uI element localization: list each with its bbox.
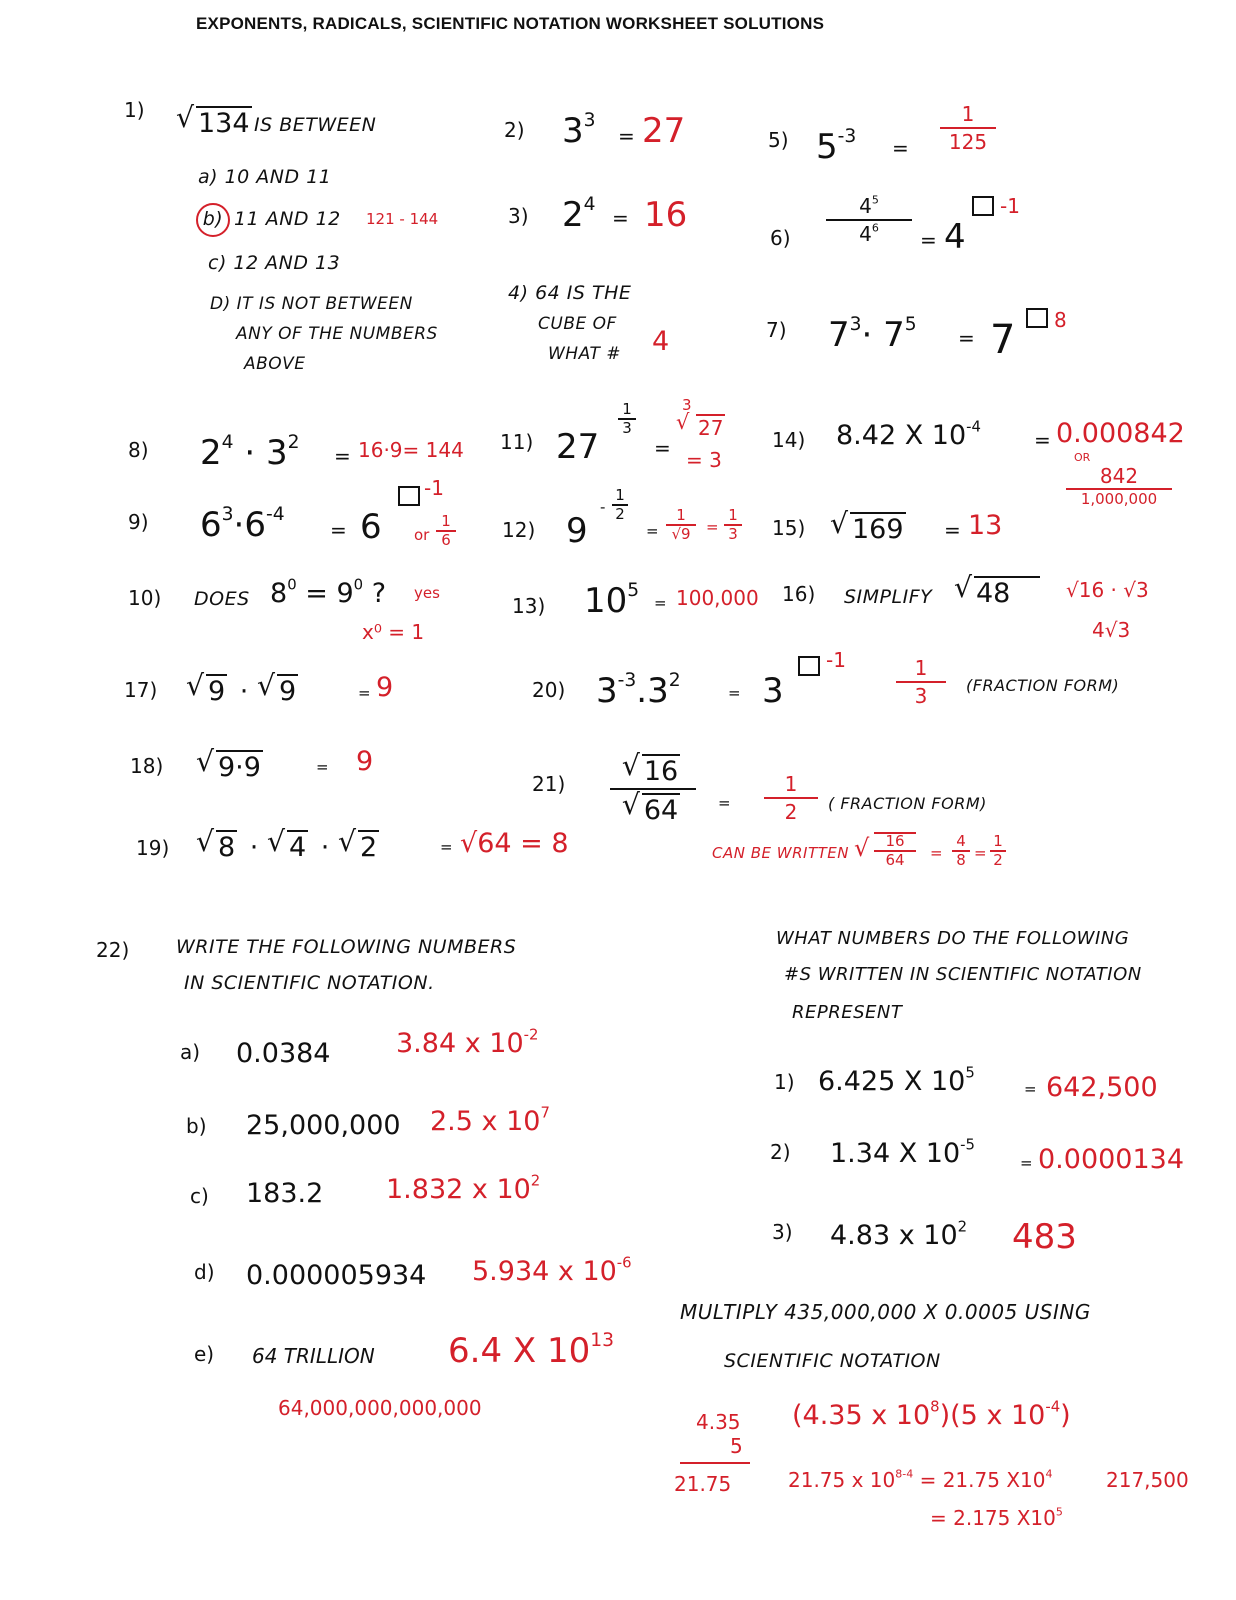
problem-1-option-d-line2: ANY OF THE NUMBERS: [236, 324, 438, 344]
problem-10-question: DOES: [194, 588, 250, 610]
multiply-step-1-b-exponent: -4: [1045, 1397, 1061, 1416]
problem-12-step: [666, 508, 696, 542]
problem-9-base-2: 6: [244, 505, 266, 545]
problem-6-numerator-exponent: 5: [871, 193, 879, 207]
problem-20-fraction-denominator: 3: [914, 684, 928, 708]
multiply-work-factor-1: 4.35: [696, 1410, 741, 1434]
problem-14-exponent: -4: [966, 417, 981, 436]
problem-2-exponent: 3: [583, 110, 596, 132]
problem-8-answer: 16·9= 144: [358, 438, 464, 462]
problem-15-radical: [830, 512, 910, 543]
problem-22e-answer: [448, 1330, 615, 1371]
problem-12-equals-2: =: [706, 518, 719, 536]
problem-12-equals: =: [646, 522, 659, 540]
problem-11-radical: [676, 414, 729, 438]
problem-21-answer: [764, 774, 818, 822]
problem-2-equals: =: [618, 124, 635, 148]
problem-13-exponent: 5: [627, 580, 640, 602]
problem-22e-coefficient: 6.4 X 10: [448, 1331, 591, 1371]
problem-19-radicand-3: 2: [359, 832, 378, 863]
represent-2-equals: =: [1020, 1154, 1033, 1172]
problem-17-expression: [186, 674, 302, 705]
problem-6-rhs: 4: [944, 217, 966, 257]
problem-16-radical: [954, 576, 1044, 607]
problem-11-base: 27: [556, 427, 600, 467]
problem-14-equals: =: [1034, 428, 1051, 452]
problem-7-number: 7): [766, 318, 787, 342]
problem-19-answer: √64 = 8: [460, 828, 569, 859]
problem-5-base: 5: [816, 127, 838, 167]
problem-22-instruction-line1: WRITE THE FOLLOWING NUMBERS: [176, 936, 517, 958]
problem-6-numerator-base: 4: [859, 194, 872, 218]
problem-1-option-c: c) 12 AND 13: [208, 252, 341, 274]
problem-3-expression: [562, 194, 596, 235]
problem-22-number: 22): [96, 938, 130, 962]
problem-7-exponent-1: 3: [849, 314, 862, 336]
problem-22e-question: 64 TRILLION: [252, 1344, 375, 1368]
problem-6-denominator-base: 4: [859, 222, 872, 246]
problem-1-radical: [176, 106, 256, 137]
problem-12-step-numerator: 1: [676, 506, 686, 524]
problem-21-fraction: [610, 754, 696, 824]
problem-12-answer-denominator: 3: [728, 525, 738, 543]
problem-22b-coefficient: 2.5 x 10: [430, 1106, 541, 1137]
problem-21-simplified-denominator: 8: [956, 851, 966, 869]
problem-22b-label: b): [186, 1114, 207, 1138]
problem-1-option-b-text: 11 AND 12: [234, 208, 341, 230]
problem-22a-exponent: -2: [523, 1025, 539, 1044]
problem-20-exponent-2: 2: [668, 670, 681, 692]
multiply-step-1-a: (4.35 x 10: [792, 1400, 931, 1431]
problem-2-answer: 27: [642, 111, 686, 151]
problem-17-dot: ·: [239, 676, 249, 707]
multiply-step-2-b: = 21.75 X10: [919, 1468, 1046, 1492]
problem-15-number: 15): [772, 516, 806, 540]
problem-1-option-a: a) 10 AND 11: [198, 166, 332, 188]
problem-10-equals: =: [305, 578, 328, 609]
problem-8-equals: =: [334, 444, 351, 468]
problem-21-alt-numerator: 16: [885, 832, 905, 850]
problem-6-equals: =: [920, 228, 937, 252]
problem-13-number: 13): [512, 594, 546, 618]
problem-20-number: 20): [532, 678, 566, 702]
problem-18-radical: [196, 750, 267, 781]
problem-3-exponent: 4: [583, 194, 596, 216]
problem-11-exponent-denominator: 3: [622, 419, 632, 437]
multiply-instruction-line2: SCIENTIFIC NOTATION: [724, 1350, 941, 1372]
problem-19-equals: =: [440, 838, 453, 856]
problem-21-final-denominator: 2: [993, 851, 1003, 869]
problem-1-option-d-line1: D) IT IS NOT BETWEEN: [210, 294, 413, 314]
problem-18-radicand: 9·9: [218, 752, 261, 783]
represent-1-answer: 642,500: [1046, 1072, 1158, 1103]
problem-1-option-b: [196, 203, 341, 237]
problem-17-equals: =: [358, 684, 371, 702]
problem-22d-coefficient: 5.934 x 10: [472, 1256, 617, 1287]
problem-22-instruction-line2: IN SCIENTIFIC NOTATION.: [184, 972, 435, 994]
problem-18-equals: =: [316, 758, 329, 776]
problem-11-radicand: 27: [698, 416, 724, 440]
problem-22e-note: 64,000,000,000,000: [278, 1396, 482, 1420]
problem-9-exponent-1: 3: [221, 504, 234, 526]
problem-7-answer: 8: [1054, 308, 1067, 332]
problem-4-answer: 4: [652, 326, 670, 357]
multiply-step-1-a-exponent: 8: [930, 1397, 940, 1416]
problem-21-final: [990, 834, 1006, 868]
multiply-work-factor-2: 5: [730, 1434, 743, 1458]
represent-1-equals: =: [1024, 1080, 1037, 1098]
problem-19-dot-2: ·: [320, 832, 330, 863]
problem-16-step: √16 · √3: [1066, 578, 1149, 602]
problem-4-line2: CUBE OF: [538, 314, 617, 334]
multiply-work-line: [680, 1462, 750, 1464]
problem-21-numerator: 16: [643, 756, 679, 787]
problem-17-radicand-2: 9: [278, 676, 297, 707]
problem-21-answer-denominator: 2: [784, 800, 798, 824]
problem-7-base-1: 7: [828, 315, 850, 355]
represent-1-exponent: 5: [965, 1063, 975, 1082]
problem-15-equals: =: [944, 518, 961, 542]
problem-20-rhs: 3: [762, 671, 784, 711]
problem-22c-question: 183.2: [246, 1178, 324, 1209]
problem-4-line3: WHAT #: [548, 344, 622, 364]
problem-19-number: 19): [136, 836, 170, 860]
problem-21-alt-fraction: [874, 832, 916, 868]
problem-22c-answer: [386, 1171, 541, 1205]
problem-14-expression: [836, 417, 981, 451]
problem-5-number: 5): [768, 128, 789, 152]
problem-13-expression: [584, 580, 640, 621]
problem-5-answer-denominator: 125: [948, 130, 988, 154]
problem-3-base: 2: [562, 195, 584, 235]
problem-1-number: 1): [124, 98, 145, 122]
problem-16-number: 16): [782, 582, 816, 606]
problem-10-note: x⁰ = 1: [362, 620, 425, 644]
represent-3-label: 3): [772, 1220, 793, 1244]
problem-20-base-2: 3: [647, 671, 669, 711]
problem-21-alt-equals: =: [930, 844, 943, 862]
problem-11-exponent-numerator: 1: [622, 400, 632, 418]
multiply-work-product: 21.75: [674, 1472, 732, 1496]
problem-2-expression: [562, 110, 596, 151]
represent-1-coefficient: 6.425 X 10: [818, 1066, 966, 1097]
problem-8-base-2: 3: [265, 433, 288, 473]
problem-21-alt-label: CAN BE WRITTEN: [712, 844, 849, 862]
represent-3-answer: 483: [1012, 1217, 1077, 1257]
problem-3-equals: =: [612, 206, 629, 230]
problem-7-exponent-2: 5: [904, 314, 917, 336]
multiply-instruction-line1: MULTIPLY 435,000,000 X 0.0005 USING: [680, 1300, 1091, 1324]
problem-11-answer: = 3: [686, 448, 722, 472]
problem-11-index: 3: [682, 396, 692, 414]
problem-6-fraction: [826, 193, 912, 246]
problem-20-exponent-1: -3: [617, 670, 637, 692]
problem-21-note: ( FRACTION FORM): [828, 794, 987, 813]
problem-6-denominator-exponent: 6: [871, 221, 879, 235]
problem-6-answer: -1: [1000, 194, 1020, 218]
problem-16-question: SIMPLIFY: [844, 586, 933, 608]
multiply-step-2: [788, 1467, 1053, 1492]
problem-9-blank-box: [398, 486, 420, 513]
represent-2-label: 2): [770, 1140, 791, 1164]
problem-4-line1: [508, 284, 631, 303]
problem-8-exponent-2: 2: [287, 432, 300, 454]
problem-11-number: 11): [500, 430, 534, 454]
multiply-step-3-exponent: 5: [1055, 1505, 1063, 1519]
problem-5-exponent: -3: [837, 126, 857, 148]
problem-21-final-numerator: 1: [993, 832, 1003, 850]
problem-13-base: 10: [584, 581, 628, 621]
problem-20-expression: $3^{-3}.3^2$: [596, 670, 681, 711]
problem-10-exponent-b: 0: [353, 575, 364, 594]
problem-17-answer: 9: [376, 672, 394, 703]
problem-5-equals: =: [892, 136, 909, 160]
problem-5-answer-numerator: 1: [961, 102, 975, 126]
problem-10-base-a: 8: [270, 578, 288, 609]
problem-14-alt-answer: [1066, 466, 1172, 507]
multiply-standard-form: 217,500: [1106, 1468, 1189, 1492]
problem-12-answer: [724, 508, 742, 542]
problem-22a-answer: [396, 1025, 539, 1059]
represent-3-exponent: 2: [957, 1217, 968, 1236]
problem-10-base-b: 9: [336, 578, 354, 609]
problem-20-base-1: 3: [596, 671, 618, 711]
multiply-step-3: [930, 1505, 1063, 1530]
problem-14-number: 14): [772, 428, 806, 452]
problem-22b-answer: [430, 1103, 550, 1137]
problem-12-answer-numerator: 1: [728, 506, 738, 524]
problem-9-alt-numerator: 1: [441, 512, 451, 530]
problem-15-answer: 13: [968, 510, 1003, 541]
problem-16-answer: 4√3: [1092, 618, 1131, 642]
problem-20-note: (FRACTION FORM): [966, 676, 1120, 695]
problem-20-answer: -1: [826, 648, 846, 672]
problem-7-blank-box: [1026, 308, 1048, 335]
problem-21-simplified-numerator: 4: [956, 832, 966, 850]
problem-6-blank-box: [972, 196, 994, 223]
represent-3-coefficient: 4.83 x 10: [830, 1220, 958, 1251]
problem-14-coefficient: 8.42 X 10: [836, 420, 967, 451]
problem-3-number: 3): [508, 204, 529, 228]
problem-5-expression: [816, 126, 857, 167]
problem-9-alt-answer: [436, 514, 456, 548]
represent-2-question: [830, 1135, 975, 1169]
problem-11-equals: =: [654, 436, 671, 460]
page-title: EXPONENTS, RADICALS, SCIENTIFIC NOTATION WORKSHEET SOLUTIONS: [196, 14, 825, 33]
problem-10-number: 10): [128, 586, 162, 610]
problem-8-exponent-1: 4: [221, 432, 234, 454]
problem-22b-exponent: 7: [540, 1103, 550, 1122]
problem-10-question-mark: ?: [371, 578, 387, 609]
problem-1-answer: 121 - 144: [366, 210, 439, 228]
represent-1-label: 1): [774, 1070, 795, 1094]
represent-3-question: [830, 1217, 968, 1251]
problem-22a-coefficient: 3.84 x 10: [396, 1028, 524, 1059]
problem-9-exponent-2: -4: [265, 504, 285, 526]
problem-20-fraction-numerator: 1: [914, 656, 928, 680]
problem-20-equals: =: [728, 684, 741, 702]
problem-22b-question: 25,000,000: [246, 1110, 401, 1141]
problem-1-radicand: 134: [198, 108, 250, 139]
problem-9-number: 9): [128, 510, 149, 534]
multiply-step-1: [792, 1397, 1071, 1431]
problem-21-alt-radical-sign: √: [854, 834, 870, 862]
problem-9-rhs: 6: [360, 507, 382, 547]
problem-9-alt-denominator: 6: [441, 531, 451, 549]
problem-14-answer: 0.000842: [1056, 418, 1185, 449]
problem-21-number: 21): [532, 772, 566, 796]
multiply-step-1-b: )(5 x 10: [939, 1400, 1046, 1431]
problem-21-alt-denominator: 64: [885, 851, 905, 869]
problem-17-radicand-1: 9: [208, 676, 226, 707]
problem-16-radicand: 48: [974, 576, 1040, 607]
problem-19-dot-1: ·: [249, 832, 259, 863]
represent-1-question: [818, 1063, 975, 1097]
represent-instruction-line1: WHAT NUMBERS DO THE FOLLOWING: [776, 928, 1130, 949]
multiply-step-2-b-exponent: 4: [1045, 1467, 1053, 1481]
represent-2-exponent: -5: [960, 1135, 975, 1154]
problem-22c-exponent: 2: [530, 1171, 541, 1190]
problem-14-or: OR: [1074, 451, 1091, 464]
problem-9-base-1: 6: [200, 505, 222, 545]
problem-18-answer: 9: [356, 746, 374, 777]
problem-18-number: 18): [130, 754, 164, 778]
problem-6-number: 6): [770, 226, 791, 250]
problem-12-exponent-numerator: 1: [615, 486, 625, 504]
problem-7-rhs: 7: [990, 317, 1016, 363]
represent-instruction-line2: #S WRITTEN IN SCIENTIFIC NOTATION: [784, 964, 1142, 985]
problem-22c-label: c): [190, 1184, 209, 1208]
problem-4-text: 64 IS THE: [535, 282, 632, 304]
problem-7-expression: [828, 314, 917, 355]
problem-10-exponent-a: 0: [287, 575, 297, 594]
problem-21-denominator: 64: [643, 795, 679, 826]
problem-8-base-1: 2: [200, 433, 222, 473]
problem-5-answer: [940, 104, 996, 152]
problem-7-dot: ·: [861, 315, 873, 355]
problem-19-expression: [196, 830, 383, 861]
problem-19-radicand-2: 4: [288, 832, 307, 863]
problem-2-number: 2): [504, 118, 525, 142]
problem-12-step-denominator: √9: [671, 525, 691, 543]
problem-22c-coefficient: 1.832 x 10: [386, 1174, 531, 1205]
problem-10-expression: [270, 575, 387, 609]
problem-22d-question: 0.000005934: [246, 1260, 427, 1291]
problem-22d-label: d): [194, 1260, 215, 1284]
problem-20-fraction: [896, 658, 946, 706]
problem-14-alt-numerator: 842: [1099, 464, 1139, 488]
answer-circle: b): [196, 203, 230, 237]
problem-21-answer-numerator: 1: [784, 772, 798, 796]
problem-12-base: 9: [566, 511, 588, 551]
multiply-step-3-a: = 2.175 X10: [930, 1506, 1056, 1530]
problem-1-option-d-line3: ABOVE: [244, 354, 306, 374]
problem-9-answer: -1: [424, 476, 444, 500]
problem-12-exponent-sign: -: [600, 498, 606, 516]
problem-1-question: IS BETWEEN: [254, 114, 377, 136]
problem-7-base-2: 7: [883, 315, 905, 355]
problem-12-exponent: [612, 488, 628, 522]
problem-22d-exponent: -6: [616, 1253, 632, 1272]
problem-22e-exponent: 13: [590, 1330, 615, 1352]
problem-21-simplified: [952, 834, 970, 868]
represent-2-coefficient: 1.34 X 10: [830, 1138, 961, 1169]
problem-9-or: or: [414, 526, 430, 544]
problem-20-blank-box: [798, 656, 820, 683]
problem-13-answer: 100,000: [676, 586, 759, 610]
problem-8-expression: $2^4 \cdot 3^2$: [200, 432, 300, 473]
problem-22a-label: a): [180, 1040, 201, 1064]
problem-14-alt-denominator: 1,000,000: [1080, 490, 1158, 508]
problem-12-number: 12): [502, 518, 536, 542]
problem-7-equals: =: [958, 326, 975, 350]
problem-17-number: 17): [124, 678, 158, 702]
represent-2-answer: 0.0000134: [1038, 1144, 1185, 1175]
problem-11-exponent: [618, 402, 636, 436]
problem-10-answer: yes: [414, 584, 440, 602]
problem-2-base: 3: [562, 111, 584, 151]
problem-8-number: 8): [128, 438, 149, 462]
problem-12-exponent-denominator: 2: [615, 505, 625, 523]
problem-21-alt-equals-2: =: [974, 844, 987, 862]
multiply-step-1-close: ): [1060, 1400, 1071, 1431]
problem-13-equals: =: [654, 594, 667, 612]
problem-4-number: 4): [508, 282, 529, 304]
represent-instruction-line3: REPRESENT: [792, 1002, 903, 1023]
multiply-step-2-a-exponent: 8-4: [895, 1467, 914, 1481]
problem-3-answer: 16: [644, 195, 688, 235]
problem-22d-answer: [472, 1253, 632, 1287]
problem-9-expression: $6^3\cdot 6^{-4}$: [200, 504, 285, 545]
problem-19-radicand-1: 8: [218, 832, 236, 863]
problem-9-equals: =: [330, 518, 347, 542]
problem-21-equals: =: [718, 794, 731, 812]
problem-22e-label: e): [194, 1342, 215, 1366]
problem-15-radicand: 169: [852, 514, 904, 545]
multiply-step-2-a: 21.75 x 10: [788, 1468, 896, 1492]
problem-22a-question: 0.0384: [236, 1038, 331, 1069]
